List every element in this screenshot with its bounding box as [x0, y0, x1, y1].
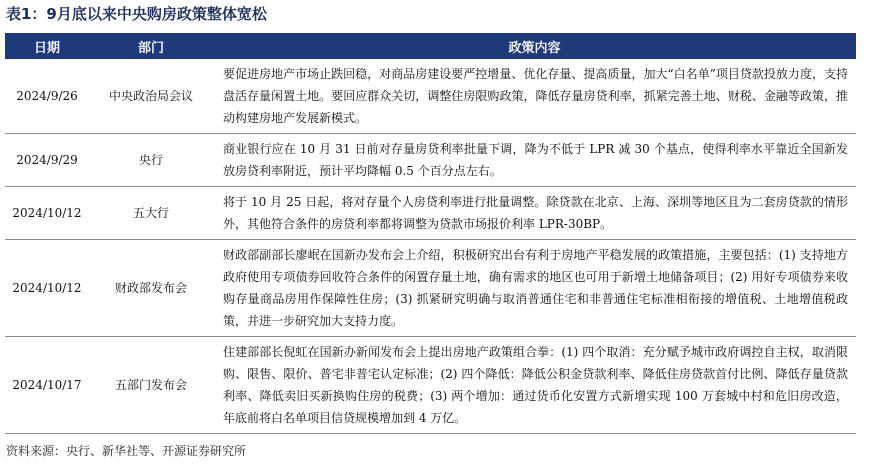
dept-cell: 五大行 [89, 187, 213, 240]
header-content: 政策内容 [213, 33, 856, 59]
date-cell: 2024/10/17 [5, 337, 89, 434]
date-cell: 2024/9/29 [5, 134, 89, 187]
content-cell: 要促进房地产市场止跌回稳，对商品房建设要严控增量、优化存量、提高质量，加大“白名单”项目贷款投放力度，支持盘活存量闲置土地。要回应群众关切，调整住房限购政策，降低存量房贷利率，抓紧完善土地、财税、金融等政策，推动构建房地产发展新模式。 [213, 59, 856, 134]
header-dept: 部门 [89, 33, 213, 59]
content-cell: 住建部部长倪虹在国新办新闻发布会上提出房地产政策组合拳：(1) 四个取消：充分赋予城市政府调控自主权，取消限购、限售、限价、普宅非普宅认定标准；(2) 四个降低：降低公积金贷款利率、降低住房贷款首付比例、降低存量贷款利率、降低卖旧买新换购住房的税费；(3) 两个增加：通过货币化安置方式新增实现 100 万套城中村和危旧房改造，年底前将白名单项目信贷规模增加到 4 万亿。 [213, 337, 856, 434]
header-date: 日期 [5, 33, 89, 59]
date-cell: 2024/9/26 [5, 59, 89, 134]
dept-cell: 中央政治局会议 [89, 59, 213, 134]
table-row [5, 59, 856, 134]
content-cell: 将于 10 月 25 日起，将对存量个人房贷利率进行批量调整。除贷款在北京、上海、深圳等地区且为二套房贷款的情形外，其他符合条件的房贷利率都将调整为贷款市场报价利率 LPR-30BP。 [213, 187, 856, 240]
dept-cell: 五部门发布会 [89, 337, 213, 434]
dept-cell: 财政部发布会 [89, 240, 213, 337]
table-row [5, 134, 856, 187]
content-cell: 商业银行应在 10 月 31 日前对存量房贷利率批量下调，降为不低于 LPR 减 30 个基点，使得利率水平靠近全国新发放房贷利率附近，预计平均降幅 0.5 个百分点左右。 [213, 134, 856, 187]
table-row [5, 337, 856, 434]
date-cell: 2024/10/12 [5, 187, 89, 240]
policy-table [5, 33, 856, 434]
dept-cell: 央行 [89, 134, 213, 187]
header-row [5, 33, 856, 59]
table-title: 表1：9月底以来中央购房政策整体宽松 [6, 5, 267, 23]
content-cell: 财政部副部长廖岷在国新办发布会上介绍，积极研究出台有利于房地产平稳发展的政策措施，主要包括：(1) 支持地方政府使用专项债券回收符合条件的闲置存量土地，确有需求的地区也可用于新增土地储备项目；(2) 用好专项债券来收购存量商品房用作保障性住房；(3) 抓紧研究明确与取消普通住宅和非普通住宅标准相衔接的增值税、土地增值税政策，并进一步研究加大支持力度。 [213, 240, 856, 337]
table-row [5, 240, 856, 337]
source-note: 资料来源：央行、新华社等、开源证券研究所 [6, 444, 247, 458]
date-cell: 2024/10/12 [5, 240, 89, 337]
table-row [5, 187, 856, 240]
